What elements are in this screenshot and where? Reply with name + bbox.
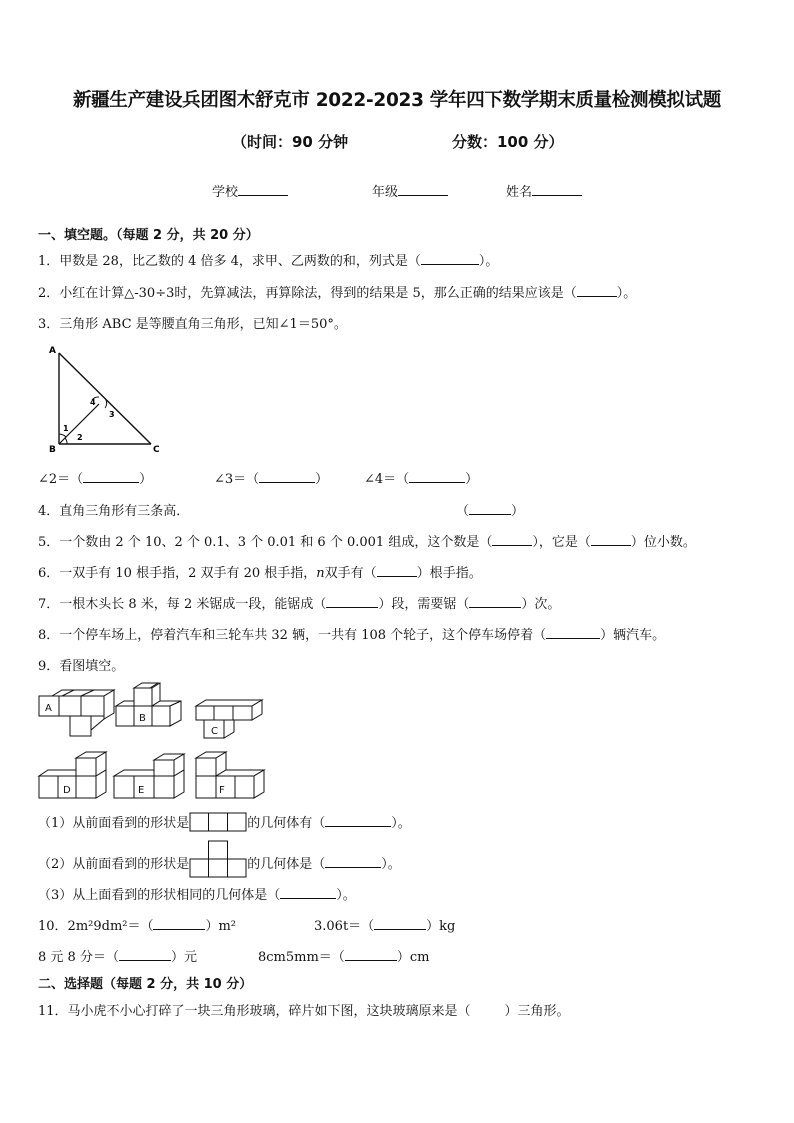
grade-label: 年级 [372, 185, 399, 200]
q2-tail: ）。 [616, 286, 637, 301]
q8-tail: ）辆汽车。 [600, 628, 666, 643]
q9-sub2-post: 的几何体是（ [247, 857, 326, 872]
q10-d-blank[interactable] [345, 948, 397, 961]
shape-D [39, 752, 106, 798]
q1-text: 1．甲数是 28，比乙数的 4 倍多 4，求甲、乙两数的和，列式是（ [38, 254, 421, 269]
q10-d-unit: ）cm [396, 950, 430, 965]
q10-a [38, 915, 236, 934]
q6-tail: ）根手指。 [416, 566, 482, 581]
name-field[interactable] [506, 181, 582, 200]
school-field[interactable] [212, 181, 288, 200]
label-A: A [49, 346, 56, 356]
q3-ans2-close: ） [139, 472, 153, 487]
q2-blank[interactable] [577, 284, 617, 297]
shape-F [196, 752, 264, 798]
cube-figures [36, 680, 276, 802]
q3-answer-4 [364, 468, 478, 487]
q9-sub1-tail: ）。 [391, 816, 411, 831]
q9-sub2-tail: ）。 [381, 857, 401, 872]
q9-sub-1 [38, 812, 411, 832]
q4-answer [456, 500, 524, 519]
label-C: C [153, 445, 160, 455]
q5-mid: ），它是（ [532, 535, 591, 550]
shape-label-A: A [45, 703, 52, 714]
school-blank[interactable] [238, 182, 288, 196]
exam-score: 分数：100 分） [452, 133, 564, 151]
angle-1-label: 1 [63, 424, 69, 433]
q9-sub2-pre: （2）从前面看到的形状是 [38, 857, 190, 872]
q5-tail: ）位小数。 [630, 535, 696, 550]
q10-d-label: 8cm5mm＝（ [258, 950, 345, 965]
shape-label-E: E [138, 785, 145, 796]
shape-label-B: B [139, 713, 146, 724]
q4-open: （ [456, 504, 470, 519]
q3-answer-2 [38, 468, 152, 487]
q8-text: 8．一个停车场上，停着汽车和三轮车共 32 辆，一共有 108 个轮子，这个停车场停着（ [38, 628, 547, 643]
q7-blank-2[interactable] [469, 595, 521, 608]
shape-B [116, 683, 181, 726]
name-blank[interactable] [532, 182, 582, 196]
q10-a-blank[interactable] [153, 917, 205, 930]
q3-ans3-blank[interactable] [259, 470, 315, 483]
q10-c-blank[interactable] [119, 948, 171, 961]
school-label: 学校 [212, 185, 239, 200]
front-view-three-squares-icon [189, 812, 247, 832]
question-6 [38, 562, 482, 581]
q10-c [38, 946, 197, 965]
name-label: 姓名 [506, 185, 533, 200]
q10-b-label: 3.06t＝（ [314, 919, 375, 934]
exam-title: 新疆生产建设兵团图木舒克市 2022-2023 学年四下数学期末质量检测模拟试题 [72, 90, 722, 111]
q10-b-blank[interactable] [374, 917, 426, 930]
q7-tail: ）次。 [521, 597, 561, 612]
shape-C [196, 700, 262, 738]
q10-a-unit: ）m² [205, 919, 237, 934]
q9-sub-3 [38, 884, 356, 903]
q9-sub3-blank[interactable] [280, 886, 336, 899]
q9-sub-2 [38, 840, 401, 878]
q9-sub3-pre: （3）从上面看到的形状相同的几何体是（ [38, 888, 281, 903]
q6-variable-n: n [316, 566, 325, 581]
grade-blank[interactable] [398, 182, 448, 196]
q7-mid: ）段，需要锯（ [378, 597, 470, 612]
q10-b-unit: ）kg [426, 919, 456, 934]
angle-2-label: 2 [77, 433, 83, 442]
q4-blank[interactable] [469, 502, 511, 515]
question-7 [38, 593, 560, 612]
exam-time: （时间：90 分钟 [232, 133, 349, 151]
question-2 [38, 282, 636, 301]
shape-label-F: F [219, 785, 225, 796]
q3-answer-3 [214, 468, 328, 487]
angle-3-label: 3 [109, 410, 115, 419]
question-1 [38, 250, 498, 269]
q2-text: 2．小红在计算△-30÷3时，先算减法，再算除法，得到的结果是 5，那么正确的结果应该是（ [38, 286, 577, 301]
q9-sub1-post: 的几何体有（ [247, 816, 326, 831]
triangle-abc-figure [44, 342, 174, 457]
q6-text: 6．一双手有 10 根手指，2 双手有 20 根手指， [38, 566, 317, 581]
q5-text: 5．一个数由 2 个 10、2 个 0.1、3 个 0.01 和 6 个 0.001 组成，这个数是（ [38, 535, 493, 550]
question-4: 4．直角三角形有三条高． [38, 504, 190, 519]
q3-ans2-label: ∠2＝（ [38, 472, 84, 487]
q5-blank-1[interactable] [492, 533, 532, 546]
q9-sub2-blank[interactable] [325, 855, 381, 868]
shape-label-D: D [63, 785, 71, 796]
label-B: B [49, 445, 56, 455]
q3-ans2-blank[interactable] [83, 470, 139, 483]
q3-ans4-blank[interactable] [409, 470, 465, 483]
question-8 [38, 624, 665, 643]
angle-4-label: 4 [90, 398, 96, 407]
q5-blank-2[interactable] [591, 533, 631, 546]
q9-sub1-blank[interactable] [325, 814, 391, 827]
q7-blank-1[interactable] [326, 595, 378, 608]
shape-label-C: C [211, 726, 218, 737]
question-11 [38, 1000, 570, 1019]
q10-b [314, 915, 455, 934]
grade-field[interactable] [372, 181, 448, 200]
q3-ans4-label: ∠4＝（ [364, 472, 410, 487]
q3-ans3-label: ∠3＝（ [214, 472, 260, 487]
question-9: 9．看图填空。 [38, 659, 125, 674]
q10-c-unit: ）元 [170, 950, 197, 965]
shape-E [114, 754, 184, 798]
q10-a-label: 10．2m²9dm²＝（ [38, 919, 154, 934]
q9-sub3-tail: ）。 [336, 888, 356, 903]
front-view-cross-shape-icon [189, 840, 247, 878]
q3-ans4-close: ） [465, 472, 479, 487]
section2-heading: 二、选择题（每题 2 分，共 10 分） [38, 977, 253, 992]
q11-tail: ）三角形。 [504, 1004, 570, 1019]
q10-c-label: 8 元 8 分＝（ [38, 950, 119, 965]
section1-heading: 一、填空题。（每题 2 分，共 20 分） [38, 228, 259, 243]
q1-tail: ）。 [478, 254, 499, 269]
question-3: 3．三角形 ABC 是等腰直角三角形，已知∠1＝50°。 [38, 317, 347, 332]
question-5 [38, 531, 696, 550]
q6-mid: 双手有（ [324, 566, 377, 581]
shape-A [39, 690, 114, 736]
q3-ans3-close: ） [315, 472, 329, 487]
q9-sub1-pre: （1）从前面看到的形状是 [38, 816, 190, 831]
q8-blank[interactable] [546, 626, 600, 639]
q10-d [258, 946, 429, 965]
q11-text: 11．马小虎不小心打碎了一块三角形玻璃，碎片如下图，这块玻璃原来是（ [38, 1004, 471, 1019]
q6-blank[interactable] [377, 564, 417, 577]
q4-close: ） [511, 504, 525, 519]
q7-text: 7．一根木头长 8 米，每 2 米锯成一段，能锯成（ [38, 597, 327, 612]
q1-blank[interactable] [421, 252, 479, 265]
